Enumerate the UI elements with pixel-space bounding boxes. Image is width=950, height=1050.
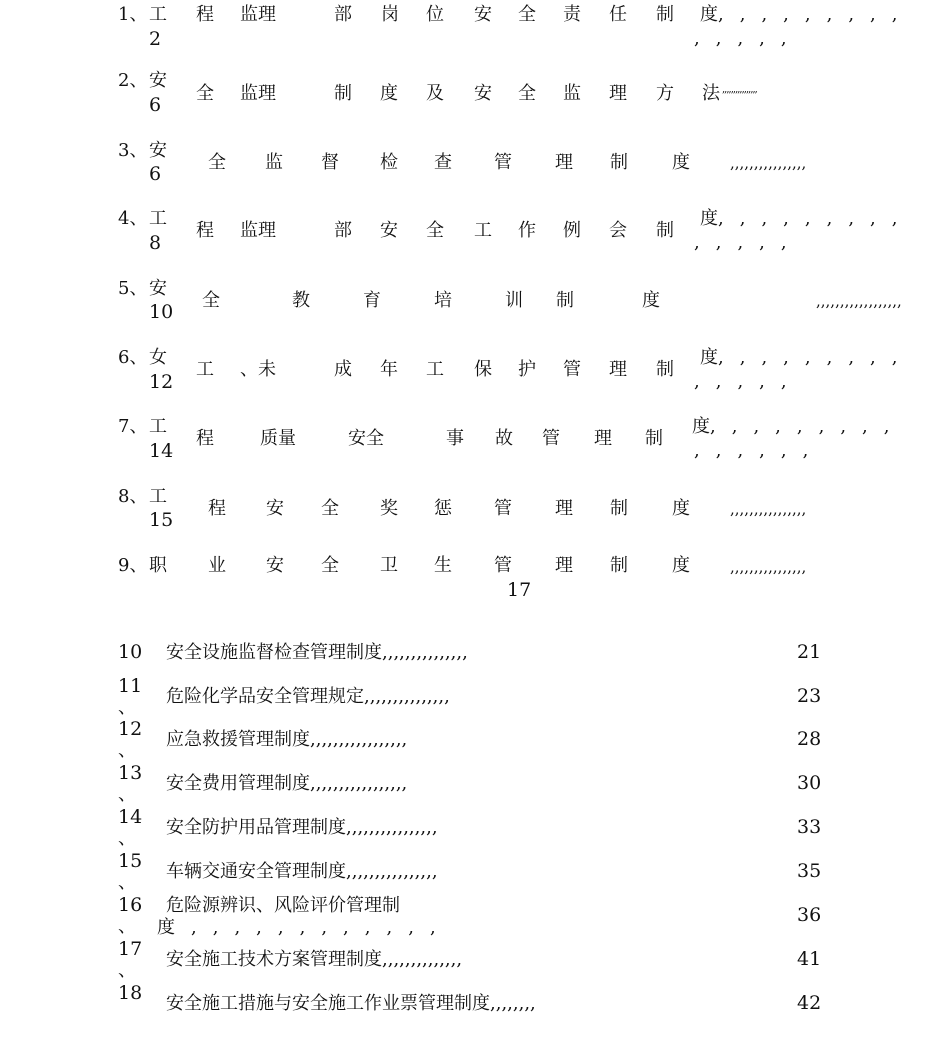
toc-entry-title-char: 及: [426, 83, 444, 104]
toc-entry-title-char: 全: [202, 290, 220, 311]
toc-entry-title-char: 会: [609, 220, 627, 241]
toc-entry-title-char: 事: [446, 428, 464, 449]
toc-entry-title-end: 度: [700, 4, 718, 25]
toc-entry-leader: ,,,,,,,,,,,,,,,,: [730, 558, 807, 576]
toc-entry-title-start: 工: [149, 416, 167, 437]
toc-entry-title-char: 全: [196, 83, 214, 104]
toc-entry-title-char: 全: [518, 83, 536, 104]
toc-entry-number: 2、: [118, 70, 148, 91]
toc-entry-leader: ,,,,,: [694, 28, 803, 49]
toc-entry-title: 安全防护用品管理制度,,,,,,,,,,,,,,,,: [166, 817, 438, 838]
toc-entry-page: 15: [149, 509, 174, 531]
toc-entry-separator: 、: [118, 697, 136, 718]
toc-entry-leader: ,,,,,,,,,,,,,,,,: [722, 84, 757, 95]
toc-entry-page: 35: [797, 860, 822, 882]
toc-entry-title: 危险源辨识、风险评价管理制: [166, 895, 400, 916]
toc-entry-title-char: 制: [656, 4, 674, 25]
toc-entry-title-char: 年: [380, 359, 398, 380]
toc-entry-title-start: 工: [149, 486, 167, 507]
toc-entry-title: 危险化学品安全管理规定,,,,,,,,,,,,,,,: [166, 686, 450, 707]
toc-entry-title-continuation: 度,,,,,,,,,,,,: [157, 917, 452, 938]
toc-entry-title-char: 制: [610, 152, 628, 173]
toc-entry-page: 6: [149, 163, 162, 185]
toc-entry-title-char: 度: [380, 83, 398, 104]
toc-entry-title-char: 故: [495, 428, 513, 449]
toc-entry-number: 6、: [118, 347, 148, 368]
toc-entry-page: 21: [797, 641, 822, 663]
toc-entry-title-start: 安: [149, 70, 167, 91]
toc-entry-title-char: 全: [208, 152, 226, 173]
toc-entry-title-char: 、未: [240, 359, 276, 380]
toc-entry-title-start: 工: [149, 4, 167, 25]
toc-entry-title-start: 安: [149, 278, 167, 299]
toc-entry-title-end: 度: [692, 416, 710, 437]
toc-entry-page: 23: [797, 685, 822, 707]
toc-entry-title-char: 安: [474, 83, 492, 104]
toc-entry-number: 8、: [118, 486, 148, 507]
toc-entry-number: 4、: [118, 208, 148, 229]
toc-entry-title-start: 女: [149, 347, 167, 368]
toc-entry-title-char: 全: [321, 498, 339, 519]
toc-entry-title-char: 全: [321, 555, 339, 576]
toc-entry-leader: ,,,,,,,,,,,,,,,,: [730, 154, 807, 172]
toc-entry-leader: ,,,,,,,,,: [710, 416, 906, 437]
toc-entry-title-char: 程: [196, 220, 214, 241]
toc-entry-title-char: 位: [426, 4, 444, 25]
toc-entry-title-char: 安: [266, 555, 284, 576]
toc-entry-title-char: 监: [265, 152, 283, 173]
toc-entry-title-char: 教: [292, 290, 310, 311]
toc-entry-title-char: 卫: [380, 555, 398, 576]
toc-entry-title-char: 护: [518, 359, 536, 380]
toc-entry-title-char: 制: [656, 220, 674, 241]
toc-entry-title-char: 监: [563, 83, 581, 104]
toc-entry-title-char: 制: [610, 555, 628, 576]
toc-entry-title-start: 职: [149, 555, 167, 576]
toc-entry-number: 7、: [118, 416, 148, 437]
toc-entry-page: 6: [149, 94, 162, 116]
toc-entry-title-char: 监理: [240, 4, 276, 25]
toc-entry-page: 33: [797, 816, 822, 838]
toc-entry-title-char: 全: [426, 220, 444, 241]
toc-entry-title-char: 督: [321, 152, 339, 173]
toc-entry-page: 36: [797, 904, 822, 926]
toc-entry-title-char: 管: [563, 359, 581, 380]
toc-entry-number: 13: [118, 762, 143, 784]
toc-entry-number: 11: [118, 675, 143, 697]
toc-entry-title-char: 例: [563, 220, 581, 241]
toc-entry-number: 9、: [118, 555, 148, 576]
toc-entry-separator: 、: [118, 828, 136, 849]
toc-entry-title-end: 度: [700, 347, 718, 368]
toc-entry-leader: ,,,,,: [694, 371, 803, 392]
toc-entry-title-char: 程: [196, 428, 214, 449]
toc-entry-leader: ,,,,,,,,,: [718, 347, 914, 368]
toc-entry-title-char: 全: [518, 4, 536, 25]
toc-entry-title: 安全设施监督检查管理制度,,,,,,,,,,,,,,,: [166, 642, 468, 663]
toc-entry-title-char: 监理: [240, 220, 276, 241]
toc-entry-title-char: 部: [334, 220, 352, 241]
toc-entry-number: 18: [118, 982, 143, 1004]
toc-entry-page: 2: [149, 28, 162, 50]
toc-entry-leader: ,,,,,,,,,,,,,,,,,,: [816, 292, 902, 310]
toc-entry-title-char: 安全: [348, 428, 384, 449]
toc-entry-title-char: 训: [505, 290, 523, 311]
toc-entry-title-char: 安: [266, 498, 284, 519]
toc-entry-title-end: 法: [702, 83, 720, 104]
toc-entry-title-char: 业: [208, 555, 226, 576]
toc-entry-title-char: 岗: [381, 4, 399, 25]
toc-entry-separator: 、: [118, 916, 136, 937]
toc-entry-title-start: 工: [149, 208, 167, 229]
toc-entry-title: 安全施工措施与安全施工作业票管理制度,,,,,,,,: [166, 993, 536, 1014]
toc-entry-title-char: 方: [656, 83, 674, 104]
toc-entry-title-char: 质量: [260, 428, 296, 449]
toc-entry-title-char: 育: [363, 290, 381, 311]
toc-entry-title-char: 管: [494, 498, 512, 519]
toc-entry-title-char: 程: [208, 498, 226, 519]
toc-entry-title-char: 度: [672, 555, 690, 576]
toc-entry-title: 应急救援管理制度,,,,,,,,,,,,,,,,,: [166, 729, 408, 750]
toc-entry-leader: ,,,,,,,,,,,,,,,,: [730, 500, 807, 518]
toc-entry-title-start: 安: [149, 140, 167, 161]
toc-entry-title-char: 理: [555, 555, 573, 576]
toc-entry-title-char: 工: [474, 220, 492, 241]
toc-entry-page: 10: [149, 301, 174, 323]
toc-entry-page: 17: [507, 579, 532, 601]
toc-entry-title-char: 部: [334, 4, 352, 25]
toc-entry-title-char: 查: [434, 152, 452, 173]
toc-entry-title-char: 度: [672, 498, 690, 519]
toc-entry-title-char: 理: [555, 152, 573, 173]
toc-entry-number: 17: [118, 938, 143, 960]
toc-entry-title-char: 理: [609, 83, 627, 104]
toc-entry-title-char: 培: [434, 290, 452, 311]
toc-entry-title-char: 保: [474, 359, 492, 380]
toc-entry-title-char: 工: [196, 359, 214, 380]
toc-entry-title-char: 程: [196, 4, 214, 25]
toc-entry-title-char: 责: [563, 4, 581, 25]
toc-entry-title-char: 理: [594, 428, 612, 449]
toc-entry-number: 3、: [118, 140, 148, 161]
toc-entry-title-char: 制: [334, 83, 352, 104]
toc-entry-title: 车辆交通安全管理制度,,,,,,,,,,,,,,,,: [166, 861, 438, 882]
toc-entry-page: 30: [797, 772, 822, 794]
toc-entry-title-char: 作: [518, 220, 536, 241]
toc-entry-number: 5、: [118, 278, 148, 299]
toc-entry-title-char: 制: [645, 428, 663, 449]
toc-entry-title-char: 检: [380, 152, 398, 173]
toc-entry-leader: ,,,,,,,,,: [718, 4, 914, 25]
toc-entry-page: 12: [149, 371, 174, 393]
toc-entry-title-char: 任: [609, 4, 627, 25]
toc-entry-title-char: 制: [656, 359, 674, 380]
toc-entry-title-char: 安: [474, 4, 492, 25]
toc-entry-separator: 、: [118, 872, 136, 893]
toc-entry-title-char: 制: [556, 290, 574, 311]
toc-entry-page: 28: [797, 728, 822, 750]
toc-entry-title-char: 安: [380, 220, 398, 241]
toc-entry-title-char: 管: [494, 555, 512, 576]
toc-entry-title-char: 惩: [434, 498, 452, 519]
toc-entry-title-char: 成: [334, 359, 352, 380]
toc-entry-title-char: 管: [542, 428, 560, 449]
toc-entry-title-char: 制: [610, 498, 628, 519]
toc-entry-title: 安全费用管理制度,,,,,,,,,,,,,,,,,: [166, 773, 408, 794]
toc-entry-number: 16: [118, 894, 143, 916]
toc-entry-page: 42: [797, 992, 822, 1014]
toc-entry-leader: ,,,,,,,,,: [718, 208, 914, 229]
toc-entry-title-char: 管: [494, 152, 512, 173]
toc-entry-title-char: 生: [434, 555, 452, 576]
toc-entry-number: 14: [118, 806, 143, 828]
toc-entry-title-char: 理: [609, 359, 627, 380]
toc-entry-title-char: 度: [642, 290, 660, 311]
toc-entry-title-char: 工: [426, 359, 444, 380]
toc-entry-title-char: 奖: [380, 498, 398, 519]
toc-entry-page: 14: [149, 440, 174, 462]
toc-entry-page: 8: [149, 232, 162, 254]
toc-entry-title-end: 度: [700, 208, 718, 229]
toc-entry-title-char: 理: [555, 498, 573, 519]
toc-entry-leader: ,,,,,,: [694, 440, 825, 461]
toc-entry-title: 安全施工技术方案管理制度,,,,,,,,,,,,,,: [166, 949, 463, 970]
toc-entry-number: 15: [118, 850, 143, 872]
toc-entry-leader: ,,,,,: [694, 232, 803, 253]
toc-entry-separator: 、: [118, 740, 136, 761]
toc-entry-number: 10: [118, 641, 143, 663]
toc-entry-page: 41: [797, 948, 822, 970]
toc-entry-title-char: 监理: [240, 83, 276, 104]
toc-entry-separator: 、: [118, 960, 136, 981]
toc-entry-number: 1、: [118, 4, 148, 25]
toc-entry-title-char: 度: [672, 152, 690, 173]
toc-entry-separator: 、: [118, 784, 136, 805]
toc-entry-number: 12: [118, 718, 143, 740]
